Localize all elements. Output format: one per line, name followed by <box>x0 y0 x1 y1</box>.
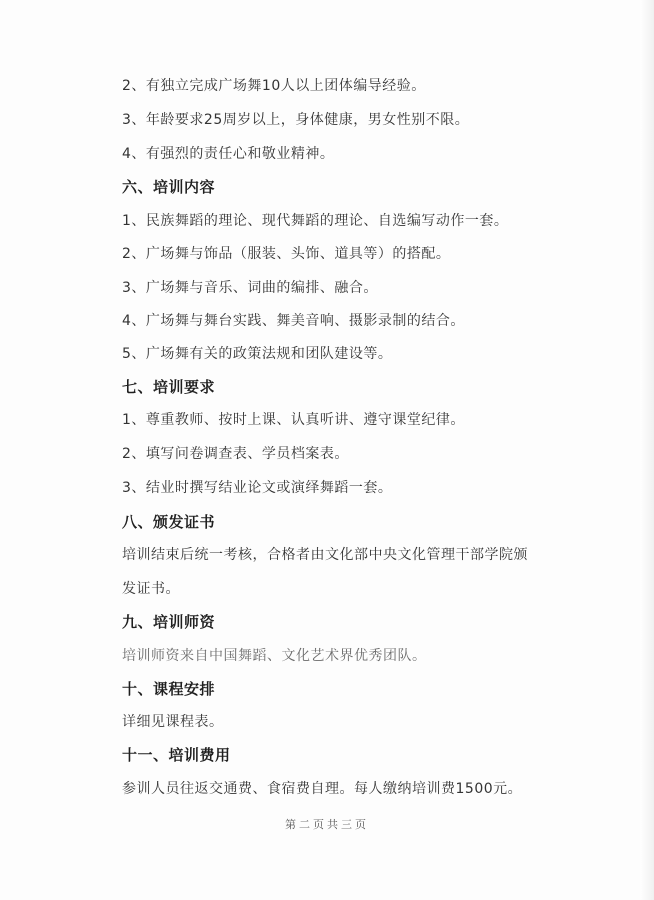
requirement-item-3: 3、年龄要求25周岁以上，身体健康，男女性别不限。 <box>122 112 470 128</box>
requirement-rule-1: 1、尊重教师、按时上课、认真听讲、遵守课堂纪律。 <box>122 412 465 428</box>
fees-text: 参训人员往返交通费、食宿费自理。每人缴纳培训费1500元。 <box>122 781 523 797</box>
requirement-item-2: 2、有独立完成广场舞10人以上团体编导经验。 <box>122 78 426 94</box>
content-item-5: 5、广场舞有关的政策法规和团队建设等。 <box>122 346 393 362</box>
schedule-text: 详细见课程表。 <box>122 714 224 730</box>
content-item-2: 2、广场舞与饰品（服装、头饰、道具等）的搭配。 <box>122 246 451 262</box>
instructors-text: 培训师资来自中国舞蹈、文化艺术界优秀团队。 <box>122 648 427 664</box>
section-heading-training-content: 六、培训内容 <box>122 178 216 196</box>
page-number-footer: 第二页共三页 <box>285 818 369 831</box>
section-heading-schedule: 十、课程安排 <box>122 680 216 698</box>
requirement-rule-3: 3、结业时撰写结业论文或演绎舞蹈一套。 <box>122 480 393 496</box>
section-heading-certificate: 八、颁发证书 <box>122 513 216 531</box>
section-heading-instructors: 九、培训师资 <box>122 613 216 631</box>
certificate-text-line-1: 培训结束后统一考核，合格者由文化部中央文化管理干部学院颁 <box>122 547 528 563</box>
content-item-1: 1、民族舞蹈的理论、现代舞蹈的理论、自选编写动作一套。 <box>122 213 509 229</box>
section-heading-training-requirements: 七、培训要求 <box>122 378 216 396</box>
scan-edge <box>640 0 654 900</box>
content-item-3: 3、广场舞与音乐、词曲的编排、融合。 <box>122 280 378 296</box>
requirement-rule-2: 2、填写问卷调查表、学员档案表。 <box>122 446 349 462</box>
requirement-item-4: 4、有强烈的责任心和敬业精神。 <box>122 146 335 162</box>
content-item-4: 4、广场舞与舞台实践、舞美音响、摄影录制的结合。 <box>122 313 465 329</box>
certificate-text-line-2: 发证书。 <box>122 581 180 597</box>
section-heading-fees: 十一、培训费用 <box>122 746 231 764</box>
